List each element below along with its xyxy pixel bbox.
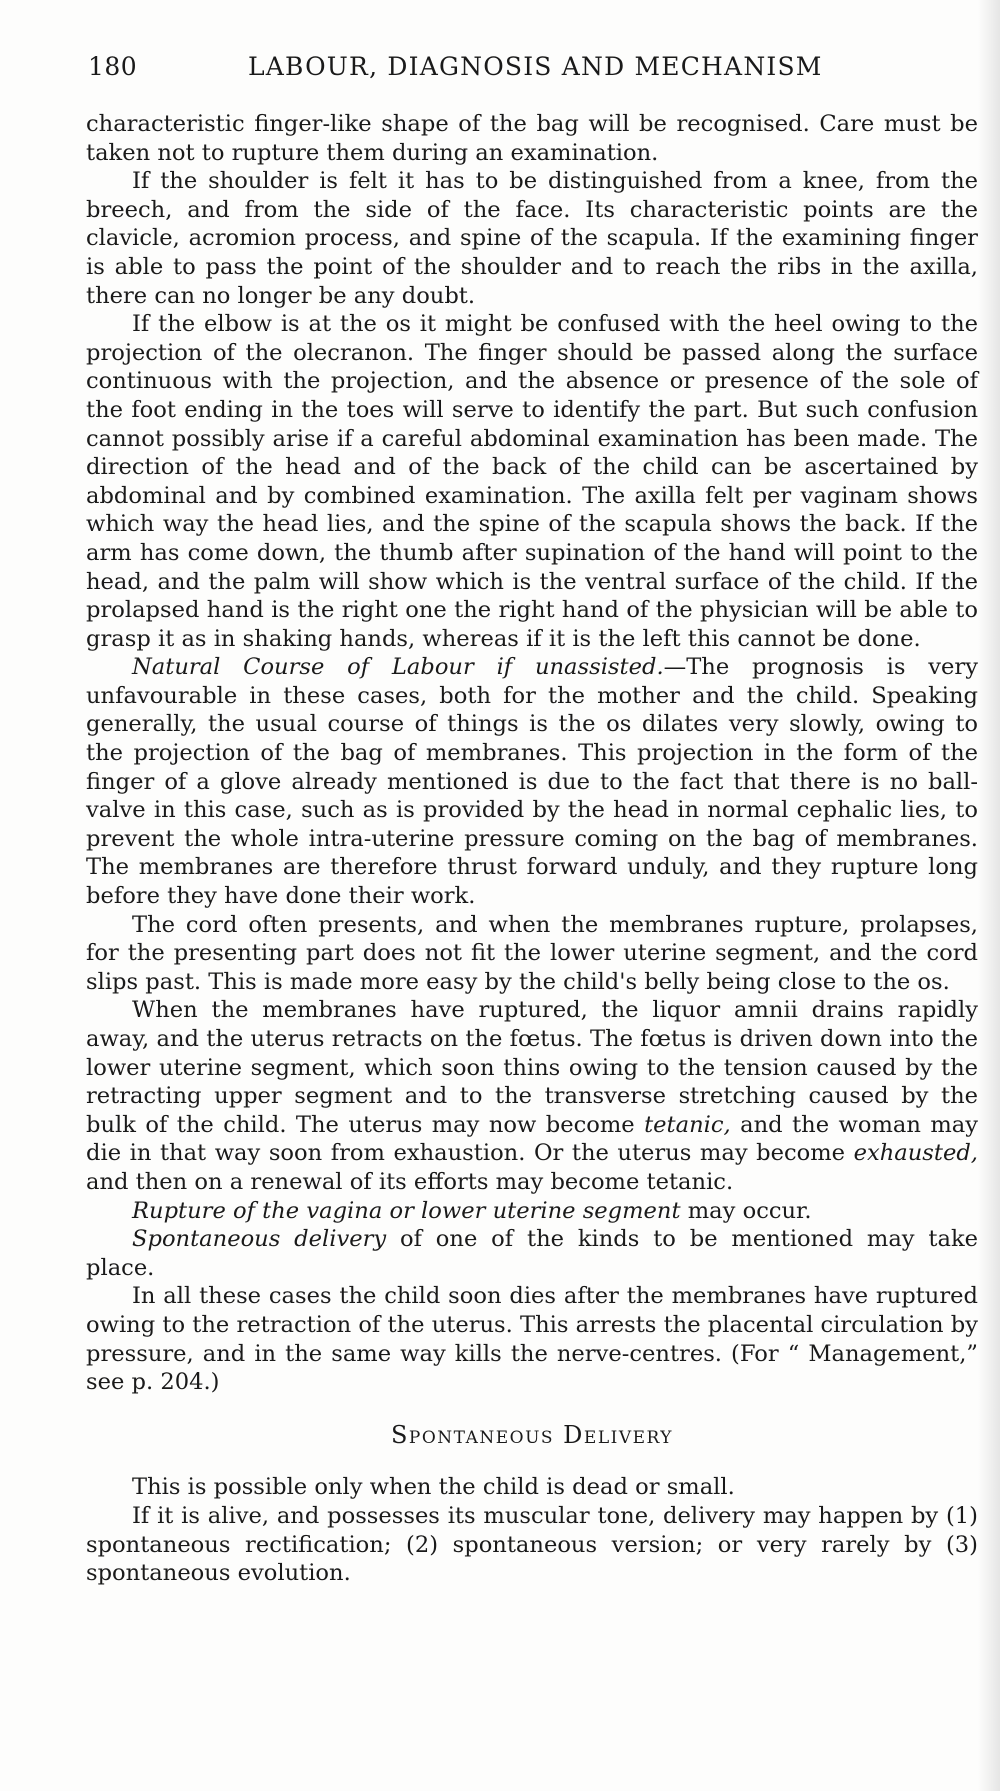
paragraph-5: The cord often presents, and when the membranes rupture, prolapses, for the presenting part does not fit the lower uterine segment, and the cord slips past. This is made more easy by the child's belly being close to the os. xyxy=(86,911,978,995)
body-text xyxy=(86,110,978,1588)
paragraph-6-text-c: and then on a renewal of its efforts may become tetanic. xyxy=(86,1168,734,1195)
paragraph-4-text: —The prognosis is very unfavourable in these cases, both for the mother and the child. Speaking generally, the usual course of things is the os dilates very slowly, owing to the projection of the bag of membranes. This projection in the form of the finger of a glove already mentioned is due to the fact that there is no ball-valve in this case, such as is provided by the head in normal cephalic lies, to prevent the whole intra-uterine pressure coming on the bag of membranes. The membranes are therefore thrust forward unduly, and they rupture long before they have done their work. xyxy=(86,654,978,910)
paragraph-8-text: of one of the kinds to be mentioned may take place. xyxy=(86,1226,979,1281)
page-number: 180 xyxy=(88,52,138,81)
paragraph-7-text: may occur. xyxy=(680,1197,812,1224)
paragraph-6 xyxy=(86,996,978,1196)
paragraph-6-text-a: When the membranes have ruptured, the liquor amnii drains rapidly away, and the uterus retracts on the fœtus. The fœtus is driven down into the lower uterine segment, which soon thins owing to the tension caused by the retracting upper segment and to the transverse stretching caused by the bulk of the child. The uterus may now become xyxy=(86,997,978,1138)
section-spacer xyxy=(86,1397,978,1421)
paragraph-9: In all these cases the child soon dies after the membranes have ruptured owing to the retraction of the uterus. This arrests the placental circulation by pressure, and in the same way kills the nerve-centres. (For “ Management,” see p. 204.) xyxy=(86,1283,978,1396)
paragraph-6-italic-tetanic: tetanic, xyxy=(644,1111,731,1138)
paragraph-8 xyxy=(86,1225,978,1282)
paragraph-4 xyxy=(86,653,978,910)
page-edge-shadow xyxy=(978,0,1000,1791)
paragraph-3: If the elbow is at the os it might be confused with the heel owing to the projection of the olecranon. The finger should be passed along the surface continuous with the projection, and the absence or presence of the sole of the foot ending in the toes will serve to identify the part. But such confusion cannot possibly arise if a careful abdominal examination has been made. The direction of the head and of the back of the child can be ascertained by abdominal and by combined examination. The axilla felt per vaginam shows which way the head lies, and the spine of the scapula shows the back. If the arm has come down, the thumb after supination of the hand will point to the head, and the palm will show which is the ventral surface of the child. If the prolapsed hand is the right one the right hand of the physician will be able to grasp it as in shaking hands, whereas if it is the left this cannot be done. xyxy=(86,311,978,652)
paragraph-2: If the shoulder is felt it has to be distinguished from a knee, from the breech, and from the side of the face. Its characteristic points are the clavicle, acromion process, and spine of the scapula. If the examining finger is able to pass the point of the shoulder and to reach the ribs in the axilla, there can no longer be any doubt. xyxy=(86,168,978,309)
paragraph-7-italic-lead: Rupture of the vagina or lower uterine segment xyxy=(132,1197,681,1224)
paragraph-6-text-b: and the woman may die in that way soon from exhaustion. Or the uterus may become xyxy=(86,1111,978,1167)
paragraph-4-italic-lead: Natural Course of Labour if unassisted. xyxy=(132,654,664,681)
page-header xyxy=(88,52,968,92)
paragraph-1: characteristic finger-like shape of the bag will be recognised. Care must be taken not to rupture them during an examination. xyxy=(86,111,978,166)
section-spacer-after xyxy=(86,1449,978,1473)
paragraph-7 xyxy=(86,1197,978,1226)
running-head: LABOUR, DIAGNOSIS AND MECHANISM xyxy=(248,52,823,81)
paragraph-8-italic-lead: Spontaneous delivery xyxy=(132,1226,387,1253)
section-heading: Spontaneous Delivery xyxy=(390,1420,674,1449)
paragraph-11: If it is alive, and possesses its muscular tone, delivery may happen by (1) spontaneous rectification; (2) spontaneous version; or very rarely by (3) spontaneous evolution. xyxy=(86,1502,978,1587)
paragraph-10: This is possible only when the child is dead or small. xyxy=(132,1474,735,1501)
paragraph-6-italic-exhausted: exhausted, xyxy=(853,1140,978,1167)
